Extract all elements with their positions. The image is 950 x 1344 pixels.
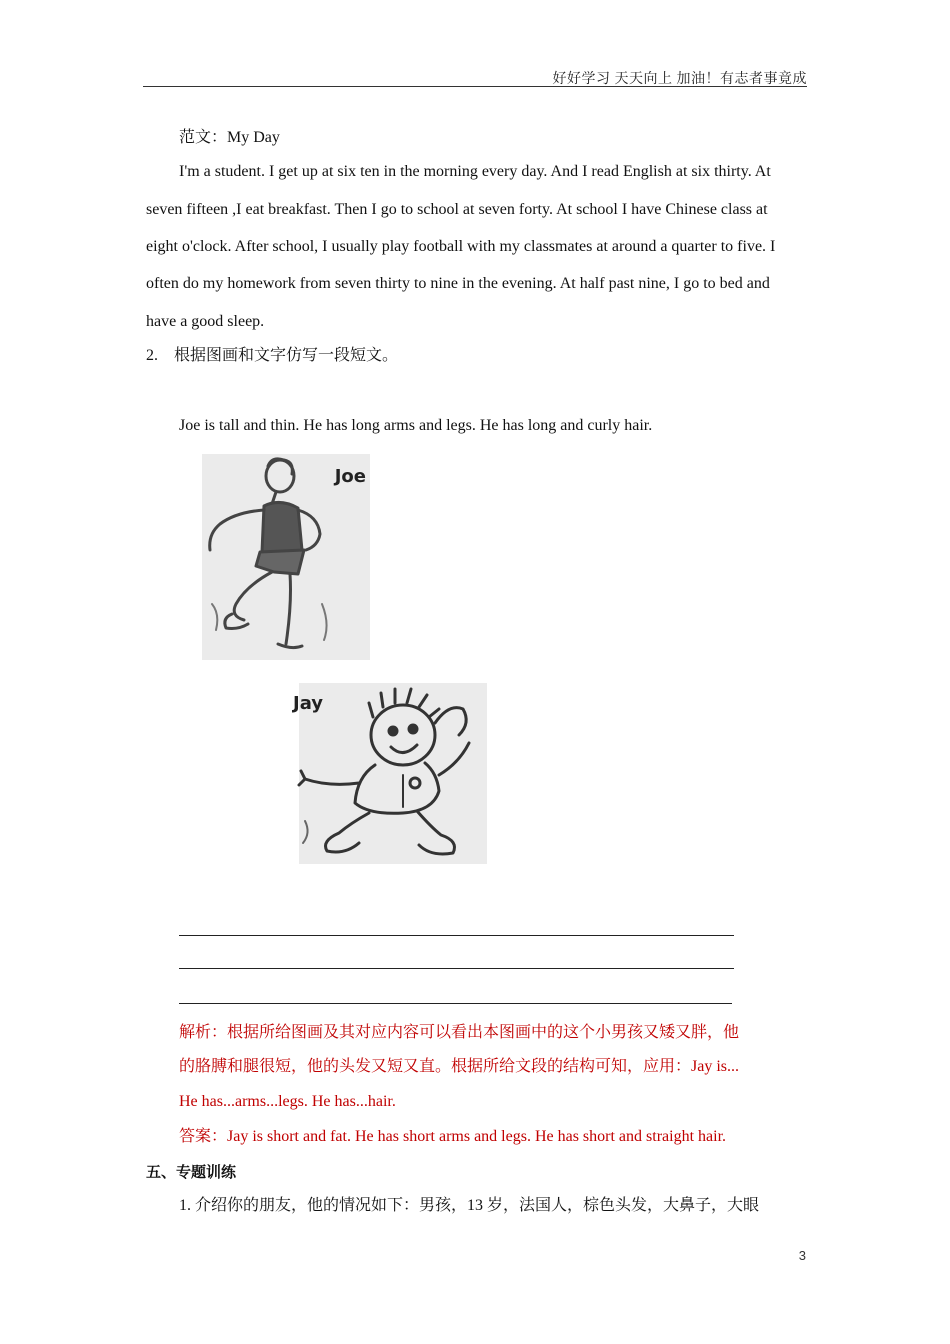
- joe-figure-icon: [202, 454, 370, 660]
- question-number: 2.: [146, 347, 158, 364]
- analysis-line-3: He has...arms...legs. He has...hair.: [179, 1093, 396, 1110]
- header-rule: [143, 86, 807, 87]
- analysis-line-2: 的胳膊和腿很短，他的头发又短又直。根据所给文段的结构可知，应用：Jay is...: [179, 1058, 740, 1075]
- answer-line: 答案：Jay is short and fat. He has short arms and legs. He has short and straight hair.: [179, 1128, 727, 1145]
- jay-figure-icon: [299, 683, 487, 864]
- jay-label: Jay: [293, 693, 324, 714]
- answer-blank-line-3[interactable]: [179, 1003, 732, 1004]
- jay-illustration: [293, 683, 487, 864]
- essay-line-1: I'm a student. I get up at six ten in the morning every day. And I read English at six thirty. At: [179, 163, 771, 180]
- answer-blank-line-1[interactable]: [179, 935, 734, 936]
- section-title: 五、专题训练: [146, 1163, 237, 1181]
- essay-line-4: often do my homework from seven thirty to nine in the evening. At half past nine, I go to bed and: [146, 275, 770, 292]
- page-header: 好好学习 天天向上 加油！有志者事竟成: [552, 72, 807, 87]
- joe-label: Joe: [334, 466, 366, 487]
- example-sentence: Joe is tall and thin. He has long arms and legs. He has long and curly hair.: [179, 417, 653, 434]
- answer-blank-line-2[interactable]: [179, 968, 734, 969]
- question-prompt: 根据图画和文字仿写一段短文。: [174, 347, 399, 364]
- essay-title: 范文：My Day: [179, 129, 280, 146]
- joe-illustration: [202, 454, 370, 660]
- page-number: 3: [798, 1248, 806, 1263]
- essay-line-5: have a good sleep.: [146, 313, 265, 330]
- analysis-line-1: 解析：根据所给图画及其对应内容可以看出本图画中的这个小男孩又矮又胖，他: [179, 1024, 740, 1041]
- section-item-1: 1. 介绍你的朋友，他的情况如下：男孩，13 岁，法国人，棕色头发，大鼻子，大眼: [179, 1197, 760, 1214]
- essay-line-3: eight o'clock. After school, I usually play football with my classmates at around a quarter to five. I: [146, 238, 776, 255]
- essay-line-2: seven fifteen ,I eat breakfast. Then I go to school at seven forty. At school I have Chinese class at: [146, 201, 768, 218]
